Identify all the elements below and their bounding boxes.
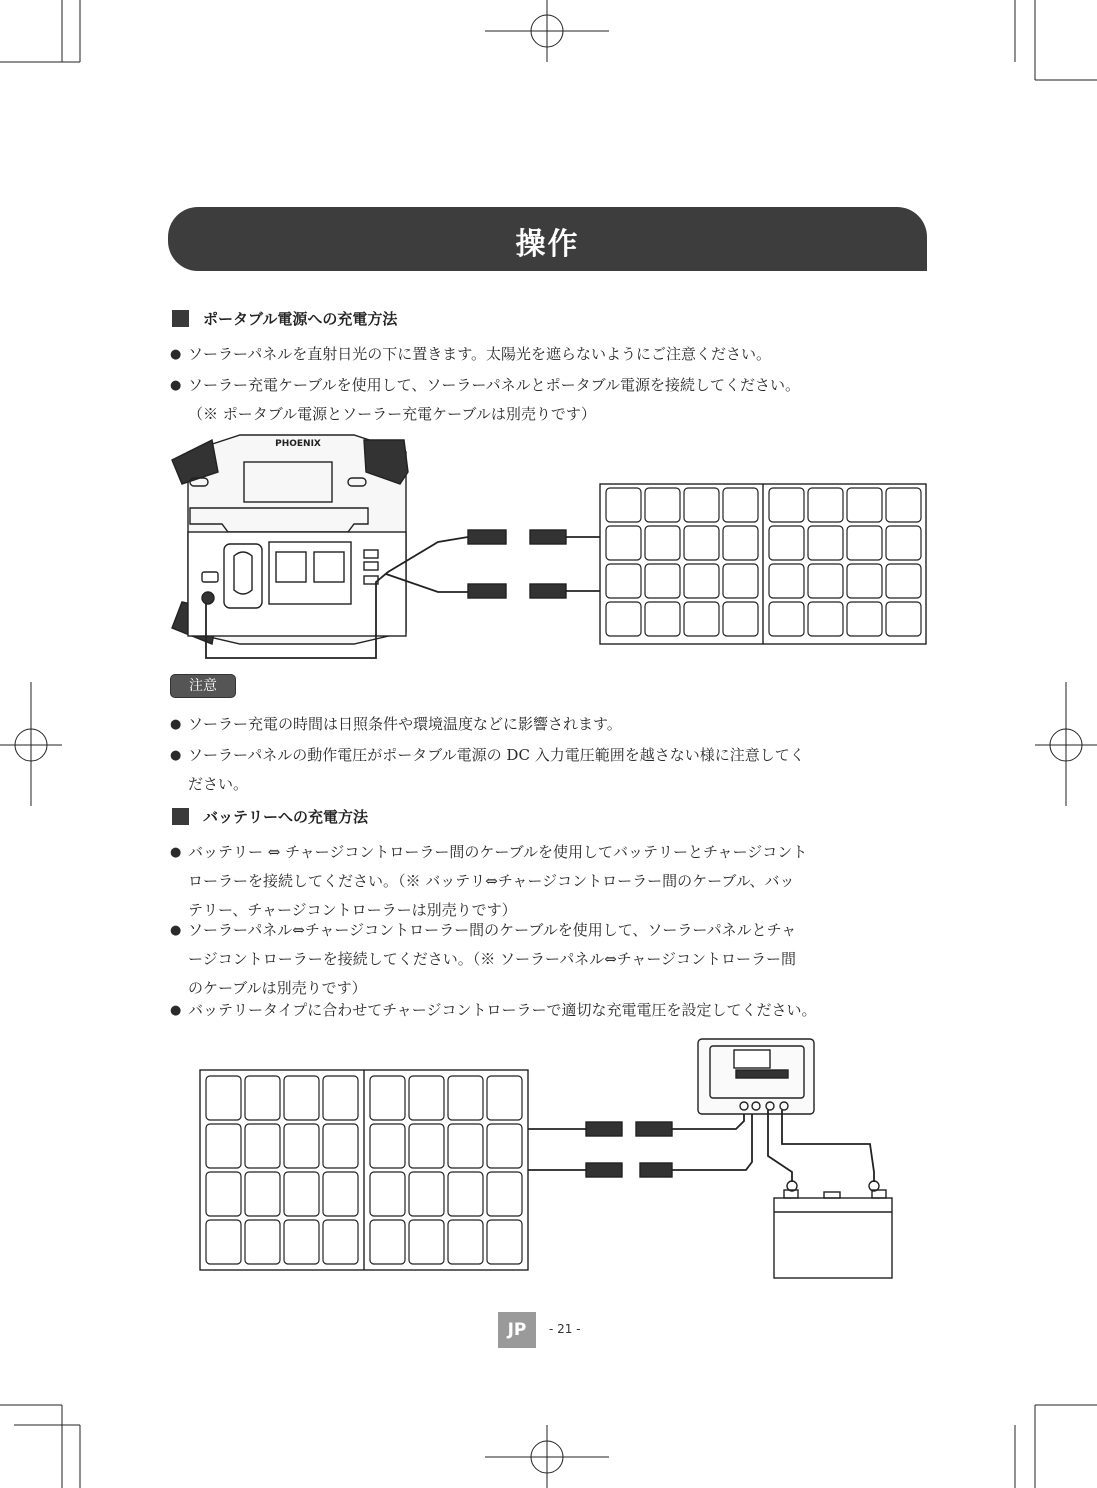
solar-cell: [684, 564, 719, 598]
solar-cell: [606, 526, 641, 560]
solar-cell: [284, 1076, 319, 1120]
solar-cell: [808, 526, 843, 560]
solar-cell: [448, 1172, 483, 1216]
section-heading-battery: [172, 806, 368, 827]
solar-cell: [645, 526, 680, 560]
section-heading-text: ポータブル電源への充電方法: [203, 310, 398, 328]
solar-cell: [409, 1172, 444, 1216]
solar-cell: [323, 1172, 358, 1216]
solar-cell: [284, 1124, 319, 1168]
bullet-item: [170, 916, 930, 1003]
section-heading-portable: [172, 308, 397, 329]
solar-cell: [409, 1220, 444, 1264]
caution-badge: 注意: [170, 674, 236, 698]
solar-cell: [206, 1124, 241, 1168]
bullet-text: テリー、チャージコントローラーは別売りです）: [188, 901, 517, 919]
solar-cell: [769, 488, 804, 522]
brand-label: PHOENIX: [275, 439, 321, 449]
bullet-item: [170, 741, 930, 799]
bullet-item: [170, 996, 930, 1025]
solar-cell: [448, 1124, 483, 1168]
solar-cell: [606, 602, 641, 636]
bullet-dot-icon: ●: [170, 717, 182, 732]
solar-cell: [370, 1220, 405, 1264]
solar-cell: [723, 564, 758, 598]
bullet-text: ださい。: [188, 775, 249, 793]
solar-cell: [206, 1172, 241, 1216]
solar-cell: [606, 488, 641, 522]
solar-cell: [886, 602, 921, 636]
solar-cell: [284, 1172, 319, 1216]
bullet-dot-icon: ●: [170, 923, 182, 938]
figure-battery-charging: [196, 1036, 902, 1282]
bullet-item: [170, 838, 930, 925]
solar-cell: [684, 526, 719, 560]
bullet-text: バッテリータイプに合わせてチャージコントローラーで適切な充電電圧を設定してください。: [188, 1001, 817, 1019]
language-tag: JP: [498, 1312, 536, 1348]
solar-cell: [409, 1076, 444, 1120]
bullet-item: [170, 340, 930, 369]
solar-cell: [886, 526, 921, 560]
solar-cell: [808, 564, 843, 598]
solar-cell: [370, 1076, 405, 1120]
solar-cell: [847, 564, 882, 598]
solar-cell: [808, 602, 843, 636]
solar-cell: [847, 526, 882, 560]
bullet-text: ソーラーパネルの動作電圧がポータブル電源の DC 入力電圧範囲を越さない様に注意してく: [188, 746, 805, 764]
solar-cell: [370, 1124, 405, 1168]
battery-body: [774, 1198, 892, 1278]
solar-cell: [769, 526, 804, 560]
solar-cell: [886, 564, 921, 598]
solar-cell: [769, 564, 804, 598]
solar-cell: [370, 1172, 405, 1216]
solar-cell: [808, 488, 843, 522]
solar-cell: [448, 1076, 483, 1120]
section-heading-text: バッテリーへの充電方法: [203, 808, 369, 826]
bullet-text: ソーラーパネル⇔チャージコントローラー間のケーブルを使用して、ソーラーパネルとチャ: [188, 921, 797, 939]
solar-cell: [245, 1220, 280, 1264]
bullet-item: [170, 371, 930, 429]
solar-cell: [886, 488, 921, 522]
bullet-dot-icon: ●: [170, 748, 182, 763]
solar-cell: [323, 1076, 358, 1120]
solar-cell: [487, 1220, 522, 1264]
bullet-text: のケーブルは別売りです）: [188, 979, 367, 997]
solar-cell: [847, 602, 882, 636]
solar-cell: [606, 564, 641, 598]
square-bullet-icon: [172, 808, 189, 825]
solar-cell: [409, 1124, 444, 1168]
solar-cell: [723, 526, 758, 560]
section-banner: [168, 207, 927, 271]
solar-cell: [323, 1220, 358, 1264]
bullet-text: ローラーを接続してください。（※ バッテリ⇔チャージコントローラー間のケーブル、バッ: [188, 872, 795, 890]
solar-cell: [206, 1076, 241, 1120]
solar-cell: [245, 1076, 280, 1120]
solar-cell: [723, 488, 758, 522]
solar-cell: [645, 564, 680, 598]
bullet-dot-icon: ●: [170, 378, 182, 393]
figure-portable-charging: [168, 432, 928, 662]
solar-cell: [684, 488, 719, 522]
solar-cell: [206, 1220, 241, 1264]
solar-cell: [847, 488, 882, 522]
solar-cell: [645, 602, 680, 636]
square-bullet-icon: [172, 310, 189, 327]
bullet-dot-icon: ●: [170, 1003, 182, 1018]
solar-cell: [245, 1172, 280, 1216]
solar-cell: [323, 1124, 358, 1168]
solar-cell: [645, 488, 680, 522]
bullet-dot-icon: ●: [170, 845, 182, 860]
solar-cell: [487, 1076, 522, 1120]
page-number: - 21 -: [549, 1322, 581, 1336]
bullet-text: ソーラー充電の時間は日照条件や環境温度などに影響されます。: [188, 715, 622, 733]
solar-cell: [769, 602, 804, 636]
bullet-text: ージコントローラーを接続してください。（※ ソーラーパネル⇔チャージコントローラー間: [188, 950, 797, 968]
bullet-dot-icon: ●: [170, 347, 182, 362]
bullet-text: （※ ポータブル電源とソーラー充電ケーブルは別売りです）: [188, 405, 596, 423]
bullet-item: [170, 710, 930, 739]
solar-cell: [487, 1124, 522, 1168]
bullet-text: バッテリー ⇔ チャージコントローラー間のケーブルを使用してバッテリーとチャージコント: [188, 843, 808, 861]
solar-cell: [487, 1172, 522, 1216]
solar-cell: [284, 1220, 319, 1264]
page-title: 操作: [515, 227, 580, 262]
bullet-text: ソーラー充電ケーブルを使用して、ソーラーパネルとポータブル電源を接続してください。: [188, 376, 801, 394]
solar-cell: [448, 1220, 483, 1264]
bullet-text: ソーラーパネルを直射日光の下に置きます。太陽光を遮らないようにご注意ください。: [188, 345, 772, 363]
solar-cell: [684, 602, 719, 636]
solar-cell: [723, 602, 758, 636]
solar-cell: [245, 1124, 280, 1168]
